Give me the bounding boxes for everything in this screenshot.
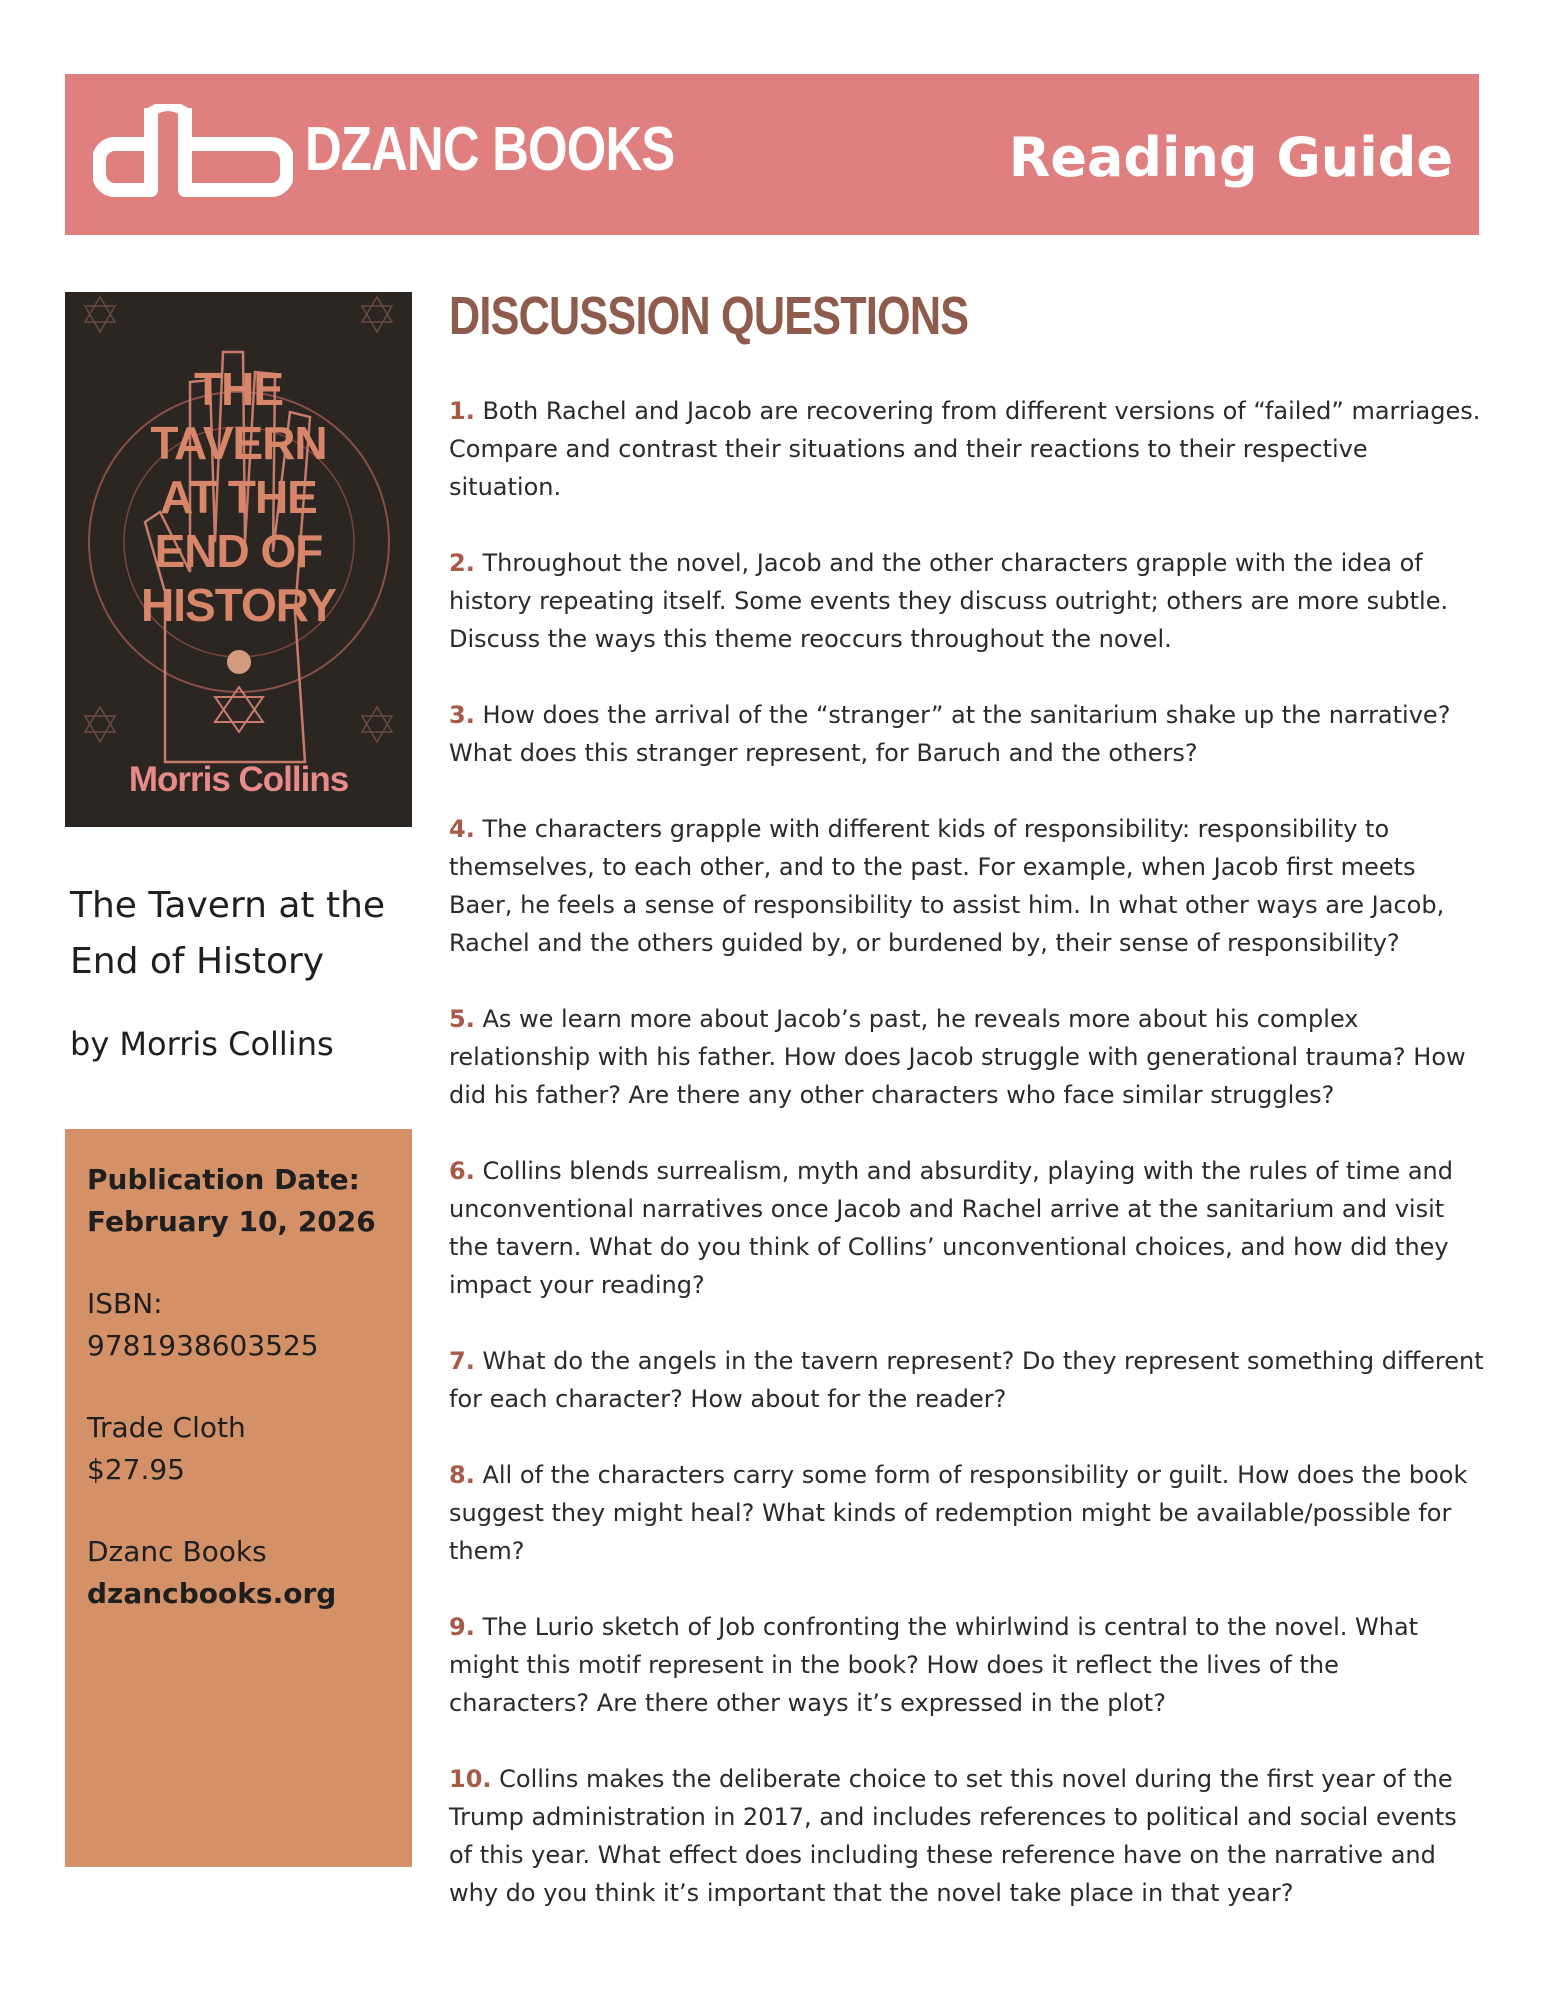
- question-number: 5.: [449, 1005, 475, 1033]
- question-number: 3.: [449, 701, 475, 729]
- publication-info-box: [65, 1129, 412, 1867]
- brand-name: DZANC BOOKS: [305, 115, 675, 184]
- dzanc-logo-icon: [93, 104, 293, 204]
- cover-title: THE TAVERN AT THE END OF HISTORY: [141, 363, 336, 631]
- question-number: 8.: [449, 1461, 475, 1489]
- format: Trade Cloth: [87, 1411, 246, 1444]
- question-number: 6.: [449, 1157, 475, 1185]
- question-text: All of the characters carry some form of responsibility or guilt. How does the book suggest they might heal? What kinds of redemption might be available/possible for them?: [449, 1461, 1468, 1565]
- question-number: 2.: [449, 549, 475, 577]
- book-title: The Tavern at the End of History: [70, 885, 386, 982]
- pub-date: February 10, 2026: [87, 1205, 376, 1238]
- question-number: 7.: [449, 1347, 475, 1375]
- question-item: [449, 1000, 1484, 1114]
- guide-title: Reading Guide: [1008, 126, 1453, 189]
- header-banner: [65, 74, 1479, 235]
- question-text: Throughout the novel, Jacob and the other characters grapple with the idea of history repeating itself. Some events they discuss outright; others are more subtle. Discuss the ways this theme reoccurs throughout the novel.: [449, 549, 1449, 653]
- isbn-label: ISBN:: [87, 1287, 163, 1320]
- question-item: [449, 1456, 1484, 1570]
- question-item: [449, 1760, 1484, 1912]
- price: $27.95: [87, 1453, 185, 1486]
- discussion-heading: DISCUSSION QUESTIONS: [449, 286, 969, 346]
- question-item: [449, 544, 1484, 658]
- question-text: Both Rachel and Jacob are recovering from different versions of “failed” marriages. Compare and contrast their situations and their reactions to their respective situation.: [449, 397, 1481, 501]
- question-number: 10.: [449, 1765, 492, 1793]
- question-item: [449, 1608, 1484, 1722]
- question-list: [449, 392, 1484, 1950]
- pub-date-label: Publication Date:: [87, 1163, 360, 1196]
- question-text: How does the arrival of the “stranger” at the sanitarium shake up the narrative? What does this stranger represent, for Baruch and the others?: [449, 701, 1451, 767]
- website-link[interactable]: dzancbooks.org: [87, 1577, 337, 1610]
- publisher: Dzanc Books: [87, 1535, 267, 1568]
- book-cover: [65, 292, 412, 827]
- question-text: What do the angels in the tavern represent? Do they represent something different for each character? How about for the reader?: [449, 1347, 1484, 1413]
- question-number: 4.: [449, 815, 475, 843]
- question-number: 1.: [449, 397, 475, 425]
- cover-author: Morris Collins: [128, 760, 349, 799]
- question-text: Collins makes the deliberate choice to set this novel during the first year of the Trump administration in 2017, and includes references to political and social events of this year. What effect does including these reference have on the narrative and why do you think it’s important that the novel take place in that year?: [449, 1765, 1457, 1907]
- question-item: [449, 1342, 1484, 1418]
- question-number: 9.: [449, 1613, 475, 1641]
- question-item: [449, 696, 1484, 772]
- book-byline: by Morris Collins: [70, 1025, 334, 1063]
- question-item: [449, 1152, 1484, 1304]
- question-text: As we learn more about Jacob’s past, he reveals more about his complex relationship with his father. How does Jacob struggle with generational trauma? How did his father? Are there any other characters who face similar struggles?: [449, 1005, 1466, 1109]
- question-text: The Lurio sketch of Job confronting the whirlwind is central to the novel. What might this motif represent in the book? How does it reflect the lives of the characters? Are there other ways it’s expressed in the plot?: [449, 1613, 1419, 1717]
- question-text: The characters grapple with different kids of responsibility: responsibility to themselves, to each other, and to the past. For example, when Jacob first meets Baer, he feels a sense of responsibility to assist him. In what other ways are Jacob, Rachel and the others guided by, or burdened by, their sense of responsibility?: [449, 815, 1445, 957]
- question-item: [449, 810, 1484, 962]
- isbn: 9781938603525: [87, 1329, 319, 1362]
- question-item: [449, 392, 1484, 506]
- question-text: Collins blends surrealism, myth and absurdity, playing with the rules of time and unconventional narratives once Jacob and Rachel arrive at the sanitarium and visit the tavern. What do you think of Collins’ unconventional choices, and how did they impact your reading?: [449, 1157, 1453, 1299]
